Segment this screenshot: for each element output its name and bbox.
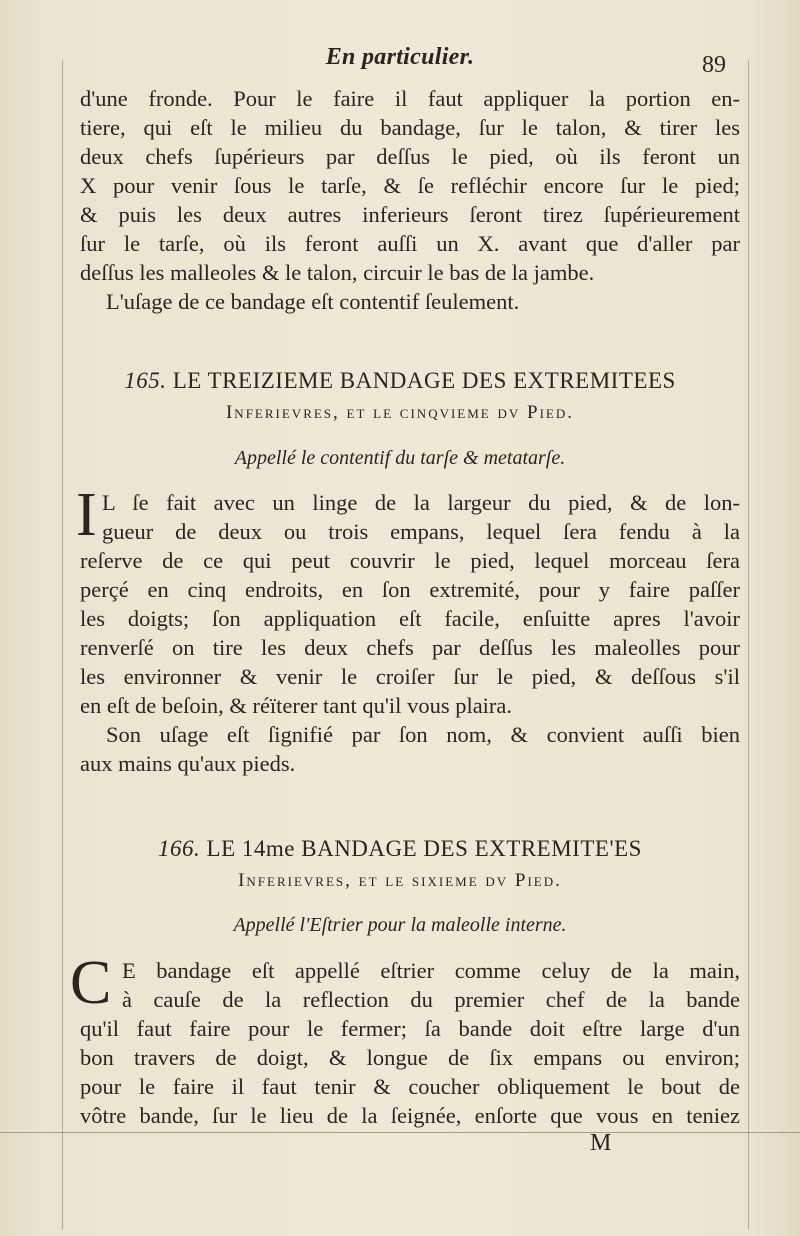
running-head: En particulier.: [325, 44, 475, 70]
text-line: en eſt de beſoin, & réïterer tant qu'il vous plaira.: [80, 693, 513, 718]
continuation-paragraph: [80, 84, 740, 316]
text-line: renverſé on tire les deux chefs par deſſus les maleolles pour: [80, 635, 740, 660]
text-line: ſur le tarſe, où ils feront auſſi un X. avant que d'aller par: [80, 231, 740, 256]
section-166-called: Appellé l'Eſtrier pour la maleolle interne.: [233, 914, 567, 936]
section-165-heading: [0, 368, 800, 394]
text-line: pour le faire il faut tenir & coucher obliquement le bout de: [80, 1074, 740, 1099]
text-line: reſerve de ce qui peut couvrir le pied, lequel morceau ſera: [80, 548, 740, 573]
section-166-number: 166.: [158, 836, 201, 861]
text-line: aux mains qu'aux pieds.: [80, 751, 296, 776]
text-line: deſſus les malleoles & le talon, circuir le bas de la jambe.: [80, 260, 595, 285]
text-line: qu'il faut faire pour le fermer; ſa bande doit eſtre large d'un: [80, 1016, 740, 1041]
section-166-subtitle: Inferievres, et le sixieme dv Pied.: [238, 870, 562, 891]
text-line: vôtre bande, ſur le lieu de la ſeignée, enſorte que vous en teniez: [80, 1103, 740, 1128]
signature-mark: M: [590, 1130, 612, 1156]
text-line: à cauſe de la reflection du premier chef de la bande: [122, 987, 740, 1012]
left-margin-rule: [62, 60, 63, 1230]
section-165-subtitle: Inferievres, et le cinqvieme dv Pied.: [225, 402, 574, 423]
section-165-title: LE TREIZIEME BANDAGE DES EXTREMITEES: [172, 368, 676, 393]
text-line: Son uſage eſt ſignifié par ſon nom, & convient auſſi bien: [106, 722, 740, 747]
text-line: d'une fronde. Pour le faire il faut appliquer la portion en-: [80, 86, 740, 111]
text-line: X pour venir ſous le tarſe, & ſe refléchir encore ſur le pied;: [80, 173, 740, 198]
text-line: gueur de deux ou trois empans, lequel ſera fendu à la: [102, 519, 740, 544]
dropcap-c: C: [70, 949, 112, 1017]
section-166-title: LE 14me BANDAGE DES EXTREMITE'ES: [206, 836, 642, 861]
section-166-heading: [0, 836, 800, 862]
section-166-body: [80, 956, 740, 1130]
text-line: bon travers de doigt, & longue de ſix empans ou environ;: [80, 1045, 740, 1070]
dropcap-i: I: [76, 481, 97, 549]
text-line: les doigts; ſon appliquation eſt facile, enſuitte apres l'avoir: [80, 606, 740, 631]
text-line: E bandage eſt appellé eſtrier comme celuy de la main,: [122, 958, 740, 983]
right-margin-rule: [748, 60, 749, 1230]
page-number: 89: [702, 52, 726, 78]
section-165-number: 165.: [124, 368, 167, 393]
section-165-body: [80, 488, 740, 778]
text-line: tiere, qui eſt le milieu du bandage, ſur le talon, & tirer les: [80, 115, 740, 140]
usage-line: L'uſage de ce bandage eſt contentif ſeulement.: [106, 289, 520, 314]
text-line: L ſe fait avec un linge de la largeur du pied, & de lon-: [102, 490, 740, 515]
text-line: deux chefs ſupérieurs par deſſus le pied, où ils feront un: [80, 144, 740, 169]
text-line: les environner & venir le croiſer ſur le pied, & deſſous s'il: [80, 664, 740, 689]
bottom-rule: [0, 1132, 800, 1133]
text-line: perçé en cinq endroits, en ſon extremité, pour y faire paſſer: [80, 577, 740, 602]
text-line: & puis les deux autres inferieurs ſeront tirez ſupérieurement: [80, 202, 740, 227]
section-165-called: Appellé le contentif du tarſe & metatarſe.: [234, 447, 566, 469]
